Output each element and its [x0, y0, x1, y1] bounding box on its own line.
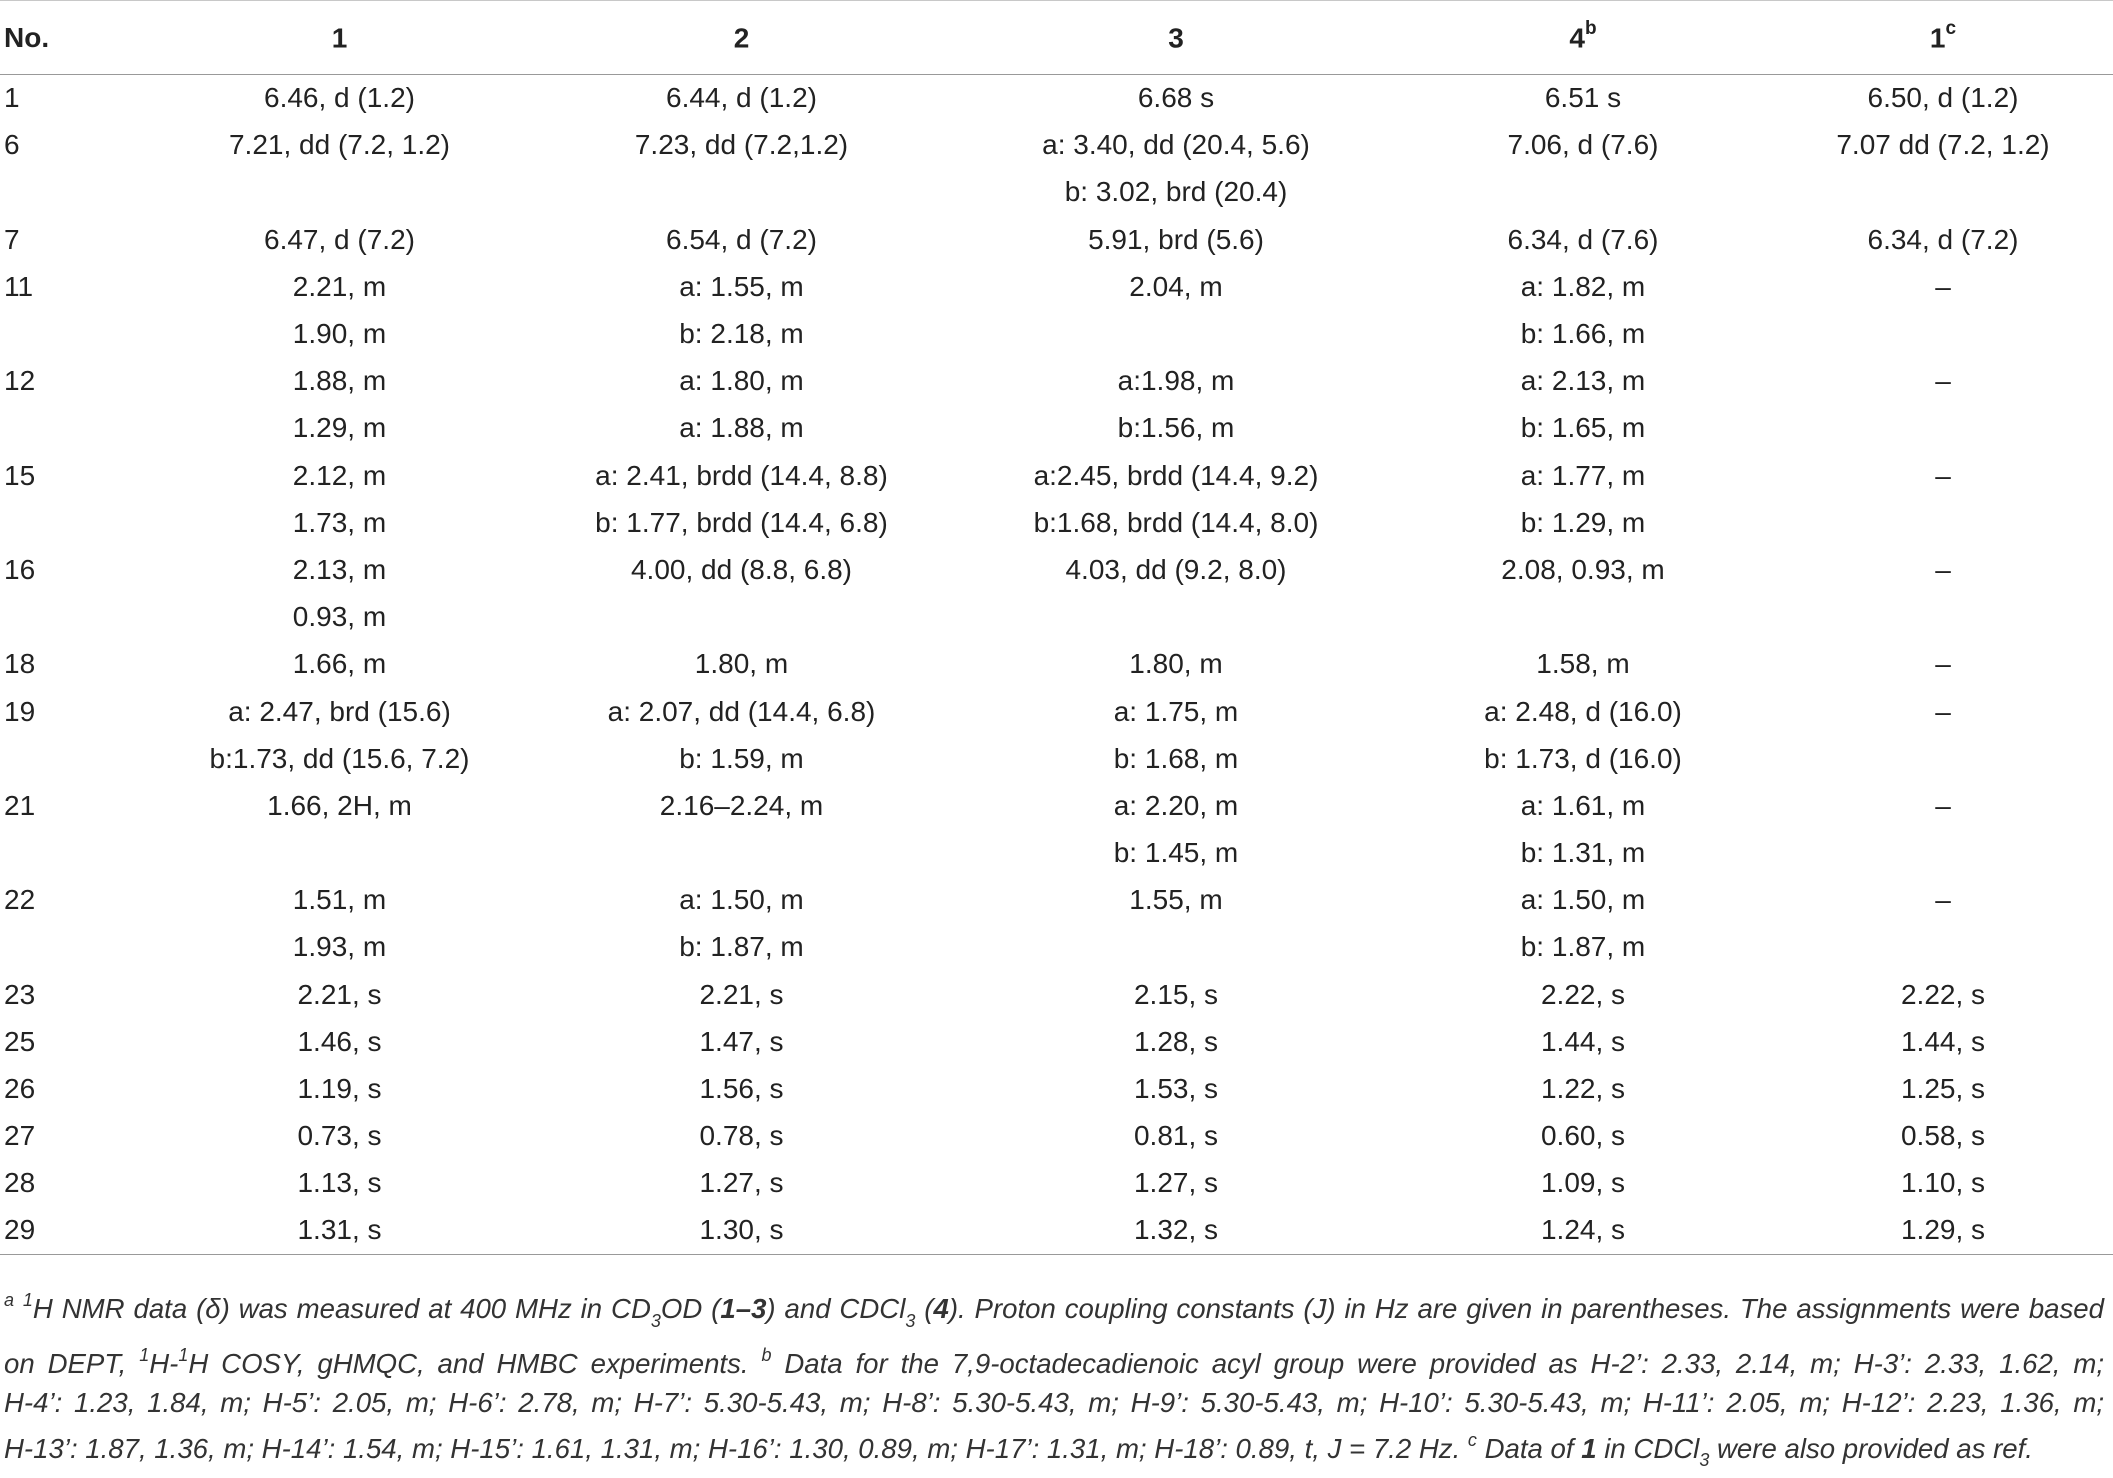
row-number [0, 594, 155, 641]
header-compound-1 [155, 1, 524, 75]
cell-compound-2: b: 1.77, brdd (14.4, 6.8) [595, 506, 888, 538]
cell-compound-4: 6.34, d (7.6) [1507, 223, 1659, 255]
header-label: 2 [733, 22, 750, 54]
table-row [0, 546, 2113, 593]
footnote-text: were also provided as ref. [1709, 1432, 2033, 1464]
table-row [0, 310, 2113, 357]
cell-compound-1-cdcl3: – [1935, 365, 1951, 397]
footnote-text: H NMR data (δ) was measured at 400 MHz in CD [32, 1293, 651, 1325]
cell-compound-2: 0.78, s [699, 1120, 784, 1152]
footnote-line [4, 1338, 2104, 1384]
cell-compound-1: 1.93, m [292, 931, 387, 963]
cell-compound-1: a: 2.47, brd (15.6) [228, 695, 451, 727]
cell-compound-2: 1.30, s [524, 1207, 959, 1254]
cell-compound-4: a: 2.48, d (16.0) [1484, 695, 1682, 727]
cell-compound-2: a: 2.07, dd (14.4, 6.8) [607, 695, 876, 727]
cell-compound-1 [155, 830, 524, 877]
cell-compound-2 [524, 594, 959, 641]
table-row [0, 971, 2113, 1018]
table-row [0, 216, 2113, 263]
cell-compound-1-cdcl3: 1.29, s [1773, 1207, 2113, 1254]
footnote-line: H-4’: 1.23, 1.84, m; H-5’: 2.05, m; H-6’: 2.78, m; H-7’: 5.30-5.43, m; H-8’: 5.30-5.43, m; H-9’: 5.30-5.43, m; H-10’: 5.30-5.43, m; H-11’: 2.05, m; H-12’: 2.23, 1.36, m; [4, 1387, 2104, 1419]
row-number: 25 [4, 1025, 36, 1057]
cell-compound-2: a: 1.80, m [679, 365, 804, 397]
cell-compound-1-cdcl3 [1773, 499, 2113, 546]
cell-compound-1: 2.13, m [292, 553, 387, 585]
footnote-marker-c: c [1467, 1429, 1477, 1450]
cell-compound-1: 2.21, s [297, 978, 382, 1010]
cell-compound-1-cdcl3: 1.10, s [1900, 1167, 1986, 1199]
footnote-line [4, 1283, 2104, 1338]
table-body [0, 75, 2113, 1255]
cell-compound-2: a: 1.50, m [679, 884, 804, 916]
cell-compound-2: 7.23, dd (7.2,1.2) [634, 129, 849, 161]
cell-compound-3: b:1.68, brdd (14.4, 8.0) [1033, 506, 1319, 538]
cell-compound-1-cdcl3: – [1935, 648, 1951, 680]
row-number: 22 [4, 884, 36, 916]
footnote-text: ) and CDCl [766, 1293, 906, 1325]
cell-compound-1: 1.66, m [292, 648, 387, 680]
cell-compound-3: 1.80, m [1129, 648, 1223, 680]
footnote-text: H- [149, 1348, 179, 1380]
cell-compound-4: a: 1.50, m [1520, 884, 1646, 916]
header-label: 1 [331, 22, 348, 54]
table-row [0, 405, 2113, 452]
table-header [0, 1, 2113, 75]
row-number: 27 [4, 1120, 36, 1152]
cell-compound-1-cdcl3 [1773, 405, 2113, 452]
cell-compound-3: 1.28, s [1133, 1025, 1219, 1057]
row-number: 7 [4, 223, 20, 255]
cell-compound-4: 2.08, 0.93, m [1501, 553, 1665, 585]
cell-compound-1: 2.12, m [292, 459, 387, 491]
header-label: 1 [1929, 22, 1946, 54]
cell-compound-1-cdcl3: 1.25, s [1900, 1073, 1986, 1105]
table-row [0, 735, 2113, 782]
cell-compound-3: 1.53, s [1133, 1073, 1219, 1105]
cell-compound-2: a: 2.41, brdd (14.4, 8.8) [595, 459, 888, 491]
cell-compound-1-cdcl3: – [1935, 553, 1951, 585]
cell-compound-4: 7.06, d (7.6) [1507, 129, 1659, 161]
cell-compound-3: a: 2.20, m [1113, 789, 1239, 821]
footnote-sup: 1 [178, 1345, 189, 1366]
table-row [0, 122, 2113, 169]
footnote-sub: 3 [1699, 1450, 1710, 1471]
footnote-text: ). Proton coupling constants (J) in Hz are given in parentheses. The assignments were based [948, 1293, 2105, 1325]
cell-compound-3: b:1.56, m [1117, 412, 1235, 444]
cell-compound-1: 1.19, s [297, 1073, 382, 1105]
row-number: 23 [4, 978, 36, 1010]
cell-compound-3 [959, 924, 1393, 971]
cell-compound-2: a: 1.55, m [679, 270, 804, 302]
cell-compound-1: 7.21, dd (7.2, 1.2) [228, 129, 451, 161]
cell-compound-2: 1.47, s [699, 1025, 784, 1057]
cell-compound-3: a:2.45, brdd (14.4, 9.2) [1033, 459, 1319, 491]
row-number: 18 [4, 648, 36, 680]
cell-compound-3: 0.81, s [1133, 1120, 1219, 1152]
row-number: 16 [4, 553, 36, 585]
footnote-sub: 3 [650, 1310, 661, 1331]
row-number: 15 [4, 459, 36, 491]
cell-compound-4: a: 2.13, m [1520, 365, 1646, 397]
cell-compound-2: b: 1.87, m [679, 931, 804, 963]
cell-compound-2: 4.00, dd (8.8, 6.8) [630, 553, 853, 585]
cell-compound-1-cdcl3: 6.34, d (7.2) [1867, 223, 2019, 255]
header-row [0, 1, 2113, 75]
row-number: 6 [4, 129, 20, 161]
cell-compound-4: a: 1.61, m [1520, 789, 1646, 821]
cell-compound-2: 2.16–2.24, m [659, 789, 824, 821]
footnote-text: OD ( [660, 1293, 721, 1325]
cell-compound-3: 1.27, s [1133, 1167, 1219, 1199]
row-number: 11 [4, 270, 34, 302]
header-compound-4 [1393, 1, 1773, 75]
cell-compound-1: 1.88, m [292, 365, 387, 397]
header-no: No. [0, 1, 155, 75]
cell-compound-2 [524, 830, 959, 877]
cell-compound-2: 1.27, s [699, 1167, 784, 1199]
cell-compound-4: 1.58, m [1536, 648, 1630, 680]
cell-compound-3: b: 1.45, m [1113, 837, 1239, 869]
cell-compound-4: 2.22, s [1540, 978, 1626, 1010]
footnote-text: H COSY, gHMQC, and HMBC experiments. [188, 1348, 762, 1380]
table-row [0, 263, 2113, 310]
footnote-sup: 1 [139, 1345, 150, 1366]
cell-compound-2: 6.54, d (7.2) [666, 223, 817, 255]
table-row [0, 499, 2113, 546]
table-row [0, 169, 2113, 216]
cell-compound-1: 1.66, 2H, m [267, 789, 412, 821]
row-number: 12 [4, 365, 36, 397]
cell-compound-2: b: 2.18, m [679, 318, 804, 350]
footnote-text: in CDCl [1596, 1432, 1700, 1464]
cell-compound-1-cdcl3: 7.07 dd (7.2, 1.2) [1836, 129, 2050, 161]
cell-compound-2: a: 1.88, m [679, 412, 804, 444]
footnote-text: ( [915, 1293, 934, 1325]
row-number: 19 [4, 695, 36, 727]
cell-compound-2: 1.56, s [699, 1073, 784, 1105]
cell-compound-1 [155, 169, 524, 216]
cell-compound-4: b: 1.73, d (16.0) [1484, 742, 1682, 774]
cell-compound-3: 2.15, s [1133, 978, 1219, 1010]
row-number [0, 924, 155, 971]
table-row [0, 358, 2113, 405]
cell-compound-3: 6.68 s [1137, 82, 1215, 114]
cell-compound-1-cdcl3 [1773, 830, 2113, 877]
row-number: 28 [4, 1167, 36, 1199]
cell-compound-1-cdcl3 [1773, 735, 2113, 782]
cell-compound-2: 2.21, s [699, 978, 784, 1010]
cell-compound-1: 6.46, d (1.2) [264, 82, 415, 114]
table-row [0, 688, 2113, 735]
footnote-sup: 1 [22, 1290, 33, 1310]
row-number: 29 [0, 1207, 155, 1254]
cell-compound-1-cdcl3 [1773, 594, 2113, 641]
table-footnote [4, 1283, 2104, 1478]
cell-compound-3: 4.03, dd (9.2, 8.0) [1065, 553, 1287, 585]
cell-compound-4: 1.24, s [1393, 1207, 1773, 1254]
row-number [0, 169, 155, 216]
cell-compound-4: a: 1.82, m [1520, 270, 1646, 302]
table-row [0, 75, 2113, 122]
cell-compound-1-cdcl3: – [1935, 270, 1951, 302]
footnote-text: H-13’: 1.87, 1.36, m; H-14’: 1.54, m; H-15’: 1.61, 1.31, m; H-16’: 1.30, 0.89, m; H-17’: 1.31, m; H-18’: 0.89, t, J = 7.2 Hz. [4, 1432, 1468, 1464]
table-row [0, 1113, 2113, 1160]
cell-compound-2: 6.44, d (1.2) [666, 82, 817, 114]
cell-compound-4: b: 1.31, m [1520, 837, 1646, 869]
cell-compound-4 [1393, 169, 1773, 216]
row-number [0, 405, 155, 452]
cell-compound-1-cdcl3: – [1935, 884, 1951, 916]
cell-compound-3: b: 1.68, m [1113, 742, 1239, 774]
cell-compound-1: 1.90, m [292, 318, 387, 350]
header-compound-3 [959, 1, 1393, 75]
cell-compound-3: a:1.98, m [1117, 365, 1235, 397]
cell-compound-1: 6.47, d (7.2) [264, 223, 415, 255]
footnote-marker-b: b [761, 1345, 772, 1366]
cell-compound-1: 0.93, m [292, 601, 387, 633]
header-compound-1-cdcl3 [1773, 1, 2113, 75]
footnote-compound-ref: 1 [1581, 1432, 1597, 1464]
cell-compound-1: 1.51, m [292, 884, 387, 916]
header-label: 3 [1168, 22, 1184, 54]
header-label: 4 [1569, 22, 1585, 54]
footnote-marker-a: a [4, 1290, 15, 1310]
footnote-sub: 3 [905, 1310, 916, 1331]
cell-compound-1-cdcl3: 6.50, d (1.2) [1867, 82, 2019, 114]
table-row [0, 830, 2113, 877]
cell-compound-4: 1.22, s [1540, 1073, 1626, 1105]
table-row [0, 877, 2113, 924]
header-compound-2 [524, 1, 959, 75]
table-row [0, 924, 2113, 971]
row-number [0, 735, 155, 782]
footnote-compound-ref: 1–3 [720, 1293, 767, 1325]
table-row [0, 1207, 2113, 1254]
cell-compound-3: 1.55, m [1129, 884, 1223, 916]
cell-compound-4: b: 1.29, m [1520, 506, 1646, 538]
cell-compound-1: 1.29, m [292, 412, 387, 444]
table-row [0, 641, 2113, 688]
cell-compound-3: a: 1.75, m [1113, 695, 1239, 727]
cell-compound-4: 1.09, s [1540, 1167, 1626, 1199]
cell-compound-4: b: 1.65, m [1520, 412, 1646, 444]
row-number: 26 [4, 1073, 36, 1105]
cell-compound-4: b: 1.87, m [1520, 931, 1646, 963]
header-sup: b [1584, 17, 1597, 39]
cell-compound-3: 5.91, brd (5.6) [1088, 223, 1264, 255]
cell-compound-1-cdcl3: – [1935, 459, 1951, 491]
table-row [0, 782, 2113, 829]
table-row [0, 1065, 2113, 1112]
cell-compound-4: 6.51 s [1544, 82, 1622, 114]
header-sup: c [1945, 17, 1957, 39]
footnote-text: Data for the 7,9-octadecadienoic acyl group were provided as H-2’: 2.33, 2.14, m; H-3’: 2.33, 1.62, m; [771, 1348, 2104, 1380]
cell-compound-3: b: 3.02, brd (20.4) [1064, 176, 1288, 208]
cell-compound-1-cdcl3 [1773, 310, 2113, 357]
cell-compound-3 [959, 310, 1393, 357]
cell-compound-4: 1.44, s [1540, 1025, 1626, 1057]
row-number [0, 499, 155, 546]
cell-compound-1-cdcl3: 2.22, s [1900, 978, 1986, 1010]
cell-compound-1-cdcl3: 1.44, s [1900, 1025, 1986, 1057]
cell-compound-1: 0.73, s [297, 1120, 382, 1152]
row-number: 21 [4, 789, 36, 821]
cell-compound-1: 1.73, m [292, 506, 387, 538]
cell-compound-1: 2.21, m [292, 270, 387, 302]
cell-compound-1-cdcl3: – [1935, 789, 1951, 821]
cell-compound-1-cdcl3 [1773, 924, 2113, 971]
cell-compound-1-cdcl3 [1773, 169, 2113, 216]
cell-compound-1-cdcl3: – [1935, 695, 1951, 727]
cell-compound-2 [524, 169, 959, 216]
cell-compound-2: b: 1.59, m [679, 742, 804, 774]
cell-compound-2: 1.80, m [694, 648, 789, 680]
footnote-text: on DEPT, [4, 1348, 140, 1380]
cell-compound-1-cdcl3: 0.58, s [1900, 1120, 1986, 1152]
table-row [0, 594, 2113, 641]
table-row [0, 1160, 2113, 1207]
cell-compound-3: 1.32, s [959, 1207, 1393, 1254]
cell-compound-4: 0.60, s [1540, 1120, 1626, 1152]
footnote-compound-ref: 4 [933, 1293, 949, 1325]
row-number: 1 [4, 82, 20, 114]
cell-compound-3 [959, 594, 1393, 641]
row-number [0, 830, 155, 877]
cell-compound-1: 1.31, s [155, 1207, 524, 1254]
cell-compound-1: 1.46, s [297, 1025, 382, 1057]
cell-compound-3: 2.04, m [1129, 270, 1223, 302]
cell-compound-4: a: 1.77, m [1520, 459, 1646, 491]
cell-compound-1: 1.13, s [297, 1167, 382, 1199]
cell-compound-4 [1393, 594, 1773, 641]
footnote-text: Data of [1476, 1432, 1582, 1464]
cell-compound-3: a: 3.40, dd (20.4, 5.6) [1042, 129, 1310, 161]
table-row [0, 452, 2113, 499]
footnote-line [4, 1423, 2104, 1478]
table-row [0, 1018, 2113, 1065]
cell-compound-4: b: 1.66, m [1520, 318, 1646, 350]
cell-compound-1: b:1.73, dd (15.6, 7.2) [209, 742, 470, 774]
row-number [0, 310, 155, 357]
